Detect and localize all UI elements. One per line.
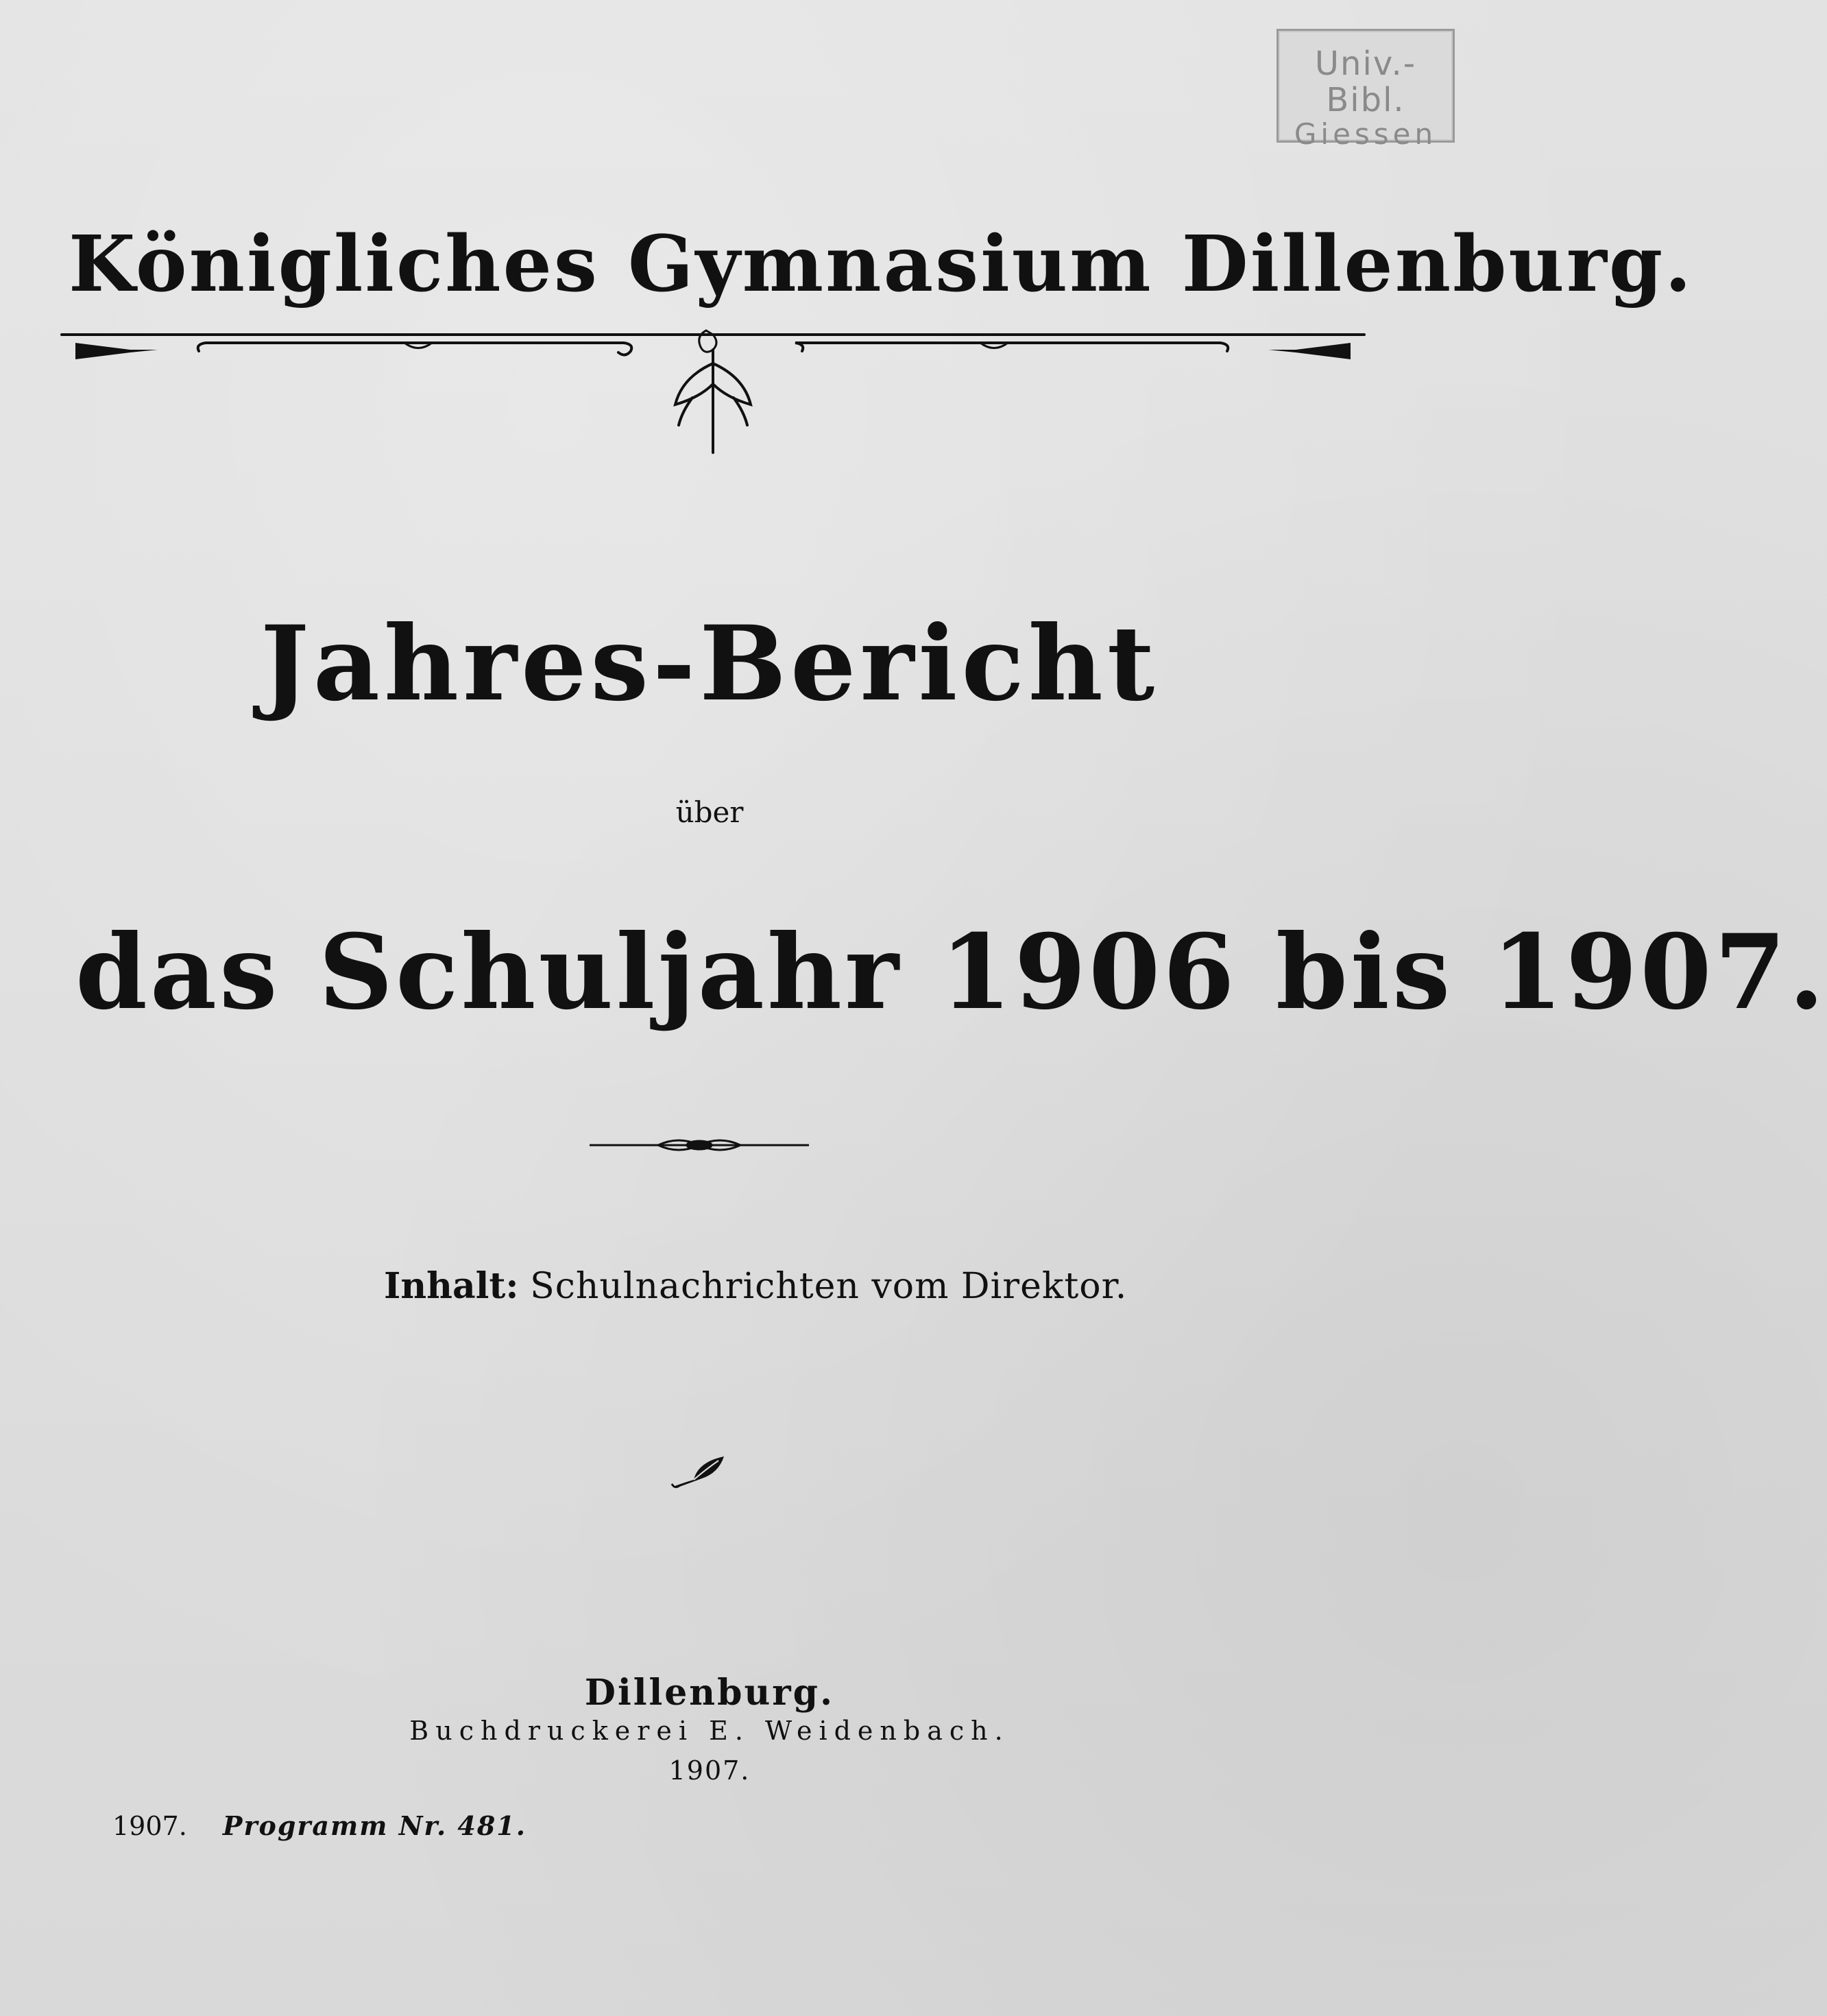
library-stamp: [1277, 29, 1455, 151]
divider-ornament: [590, 1131, 809, 1159]
contents-text: Schulnachrichten vom Direktor.: [530, 1266, 1128, 1307]
program-number: Programm Nr. 481.: [222, 1810, 527, 1841]
imprint-year: 1907.: [668, 1755, 751, 1786]
imprint-printer: Buchdruckerei E. Weidenbach.: [409, 1716, 1010, 1746]
school-year-title: das Schuljahr 1906 bis 1907.: [75, 912, 1827, 1033]
school-name: Königliches Gymnasium Dillenburg.: [69, 219, 1694, 309]
program-note: [112, 1810, 527, 1841]
report-title: Jahres-Bericht: [260, 603, 1159, 724]
contents-label: Inhalt:: [384, 1265, 519, 1307]
connector-text: über: [675, 795, 744, 829]
header-ornament: [62, 322, 1364, 459]
contents-line: [384, 1265, 1128, 1307]
stamp-line-2: Giessen: [1294, 117, 1438, 151]
leaf-ornament-icon: [670, 1452, 728, 1491]
imprint-city: Dillenburg.: [584, 1672, 835, 1714]
program-year: 1907.: [112, 1811, 187, 1841]
stamp-line-1: Univ.-Bibl.: [1314, 45, 1417, 119]
